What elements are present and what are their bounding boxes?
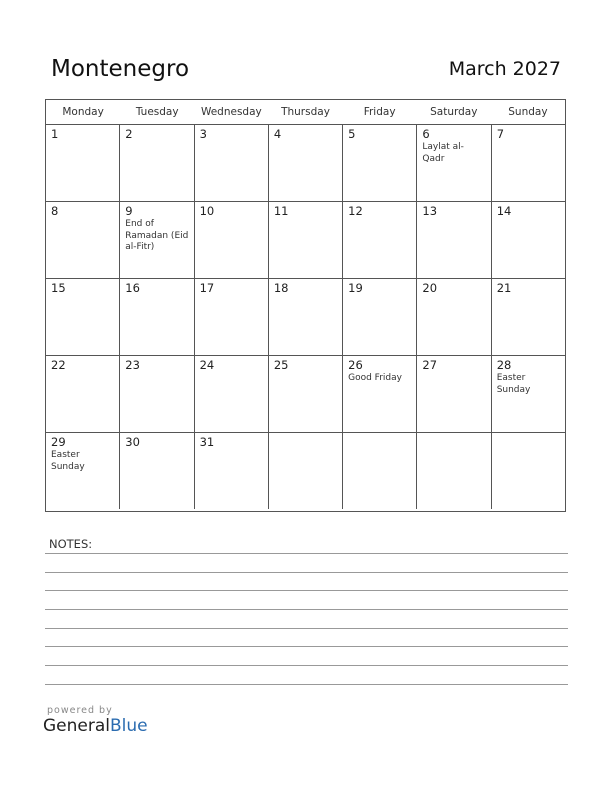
weekday-header: Sunday (508, 106, 548, 118)
notes-line (45, 553, 568, 554)
notes-line (45, 590, 568, 591)
day-number: 14 (496, 204, 512, 218)
day-number: 27 (422, 358, 438, 372)
brand-blue: Blue (110, 716, 148, 736)
day-number: 10 (199, 204, 215, 218)
notes-line (45, 665, 568, 666)
day-cell (46, 356, 120, 432)
calendar-week-row (46, 202, 565, 279)
day-number: 12 (348, 204, 363, 218)
notes-line (45, 646, 568, 647)
day-cell (492, 125, 565, 201)
day-number: 18 (273, 281, 289, 295)
day-cell (195, 279, 269, 355)
weekday-header: Thursday (281, 106, 330, 118)
holiday-label: End of Ramadan (Eid al-Fitr) (125, 219, 189, 252)
day-number: 24 (199, 358, 215, 372)
day-number: 4 (273, 127, 282, 141)
day-number: 13 (422, 204, 438, 218)
day-number: 30 (125, 435, 140, 449)
calendar-week-row (46, 125, 565, 202)
day-cell (492, 202, 565, 278)
day-number: 25 (273, 358, 289, 372)
day-number: 29 (51, 435, 66, 449)
notes-line (45, 572, 568, 573)
notes-label: NOTES: (49, 537, 93, 551)
day-number: 9 (125, 204, 133, 218)
day-cell (46, 202, 120, 278)
day-cell (417, 356, 491, 432)
day-cell (46, 433, 120, 509)
calendar-country-title: Montenegro (51, 56, 190, 82)
day-cell (120, 356, 194, 432)
day-number: 2 (125, 127, 133, 141)
day-cell (417, 433, 491, 509)
day-cell (195, 433, 269, 509)
day-cell (269, 202, 343, 278)
day-number: 23 (125, 358, 140, 372)
weekday-header: Wednesday (200, 106, 262, 118)
notes-line (45, 684, 568, 685)
day-cell (417, 279, 491, 355)
day-number: 5 (348, 127, 356, 141)
calendar-month-title: March 2027 (448, 58, 561, 80)
day-number: 17 (199, 281, 215, 295)
day-cell (343, 356, 417, 432)
day-cell (417, 202, 491, 278)
brand-logo (43, 716, 148, 736)
holiday-label: Laylat al-Qadr (422, 142, 464, 164)
holiday-label: Easter Sunday (51, 450, 85, 472)
day-number: 6 (422, 127, 430, 141)
day-number: 19 (348, 281, 363, 295)
day-number: 21 (496, 281, 512, 295)
day-cell (492, 356, 565, 432)
notes-line (45, 609, 568, 610)
notes-line (45, 628, 568, 629)
day-cell (46, 279, 120, 355)
weekday-header-row (46, 100, 565, 125)
day-number: 3 (199, 127, 207, 141)
day-cell (343, 279, 417, 355)
day-cell (195, 356, 269, 432)
day-number: 15 (51, 281, 66, 295)
brand-general: General (43, 716, 110, 736)
day-cell (269, 356, 343, 432)
day-cell (195, 125, 269, 201)
day-cell (120, 202, 194, 278)
day-cell (195, 202, 269, 278)
day-cell (417, 125, 491, 201)
day-number: 26 (348, 358, 363, 372)
day-cell (343, 125, 417, 201)
day-number: 1 (51, 127, 59, 141)
powered-by-text: powered by (47, 705, 113, 716)
day-cell (343, 433, 417, 509)
day-number: 31 (199, 435, 215, 449)
holiday-label: Good Friday (348, 373, 402, 383)
day-number: 16 (125, 281, 140, 295)
weekday-header: Tuesday (135, 106, 179, 118)
day-cell (120, 433, 194, 509)
calendar-week-row (46, 433, 565, 509)
day-number: 20 (422, 281, 438, 295)
calendar-week-row (46, 356, 565, 433)
calendar-grid (45, 99, 566, 512)
day-number: 11 (273, 204, 289, 218)
day-cell (269, 279, 343, 355)
day-cell (343, 202, 417, 278)
day-cell (492, 279, 565, 355)
weekday-header: Friday (363, 106, 396, 118)
calendar-week-row (46, 279, 565, 356)
day-cell (120, 125, 194, 201)
weekday-header: Saturday (430, 106, 478, 118)
weekday-header: Monday (62, 106, 104, 118)
day-number: 28 (496, 358, 512, 372)
day-cell (46, 125, 120, 201)
day-number: 22 (51, 358, 66, 372)
day-cell (492, 433, 565, 509)
day-cell (269, 125, 343, 201)
day-number: 8 (51, 204, 59, 218)
holiday-label: Easter Sunday (496, 373, 531, 395)
day-cell (120, 279, 194, 355)
day-cell (269, 433, 343, 509)
day-number: 7 (496, 127, 505, 141)
